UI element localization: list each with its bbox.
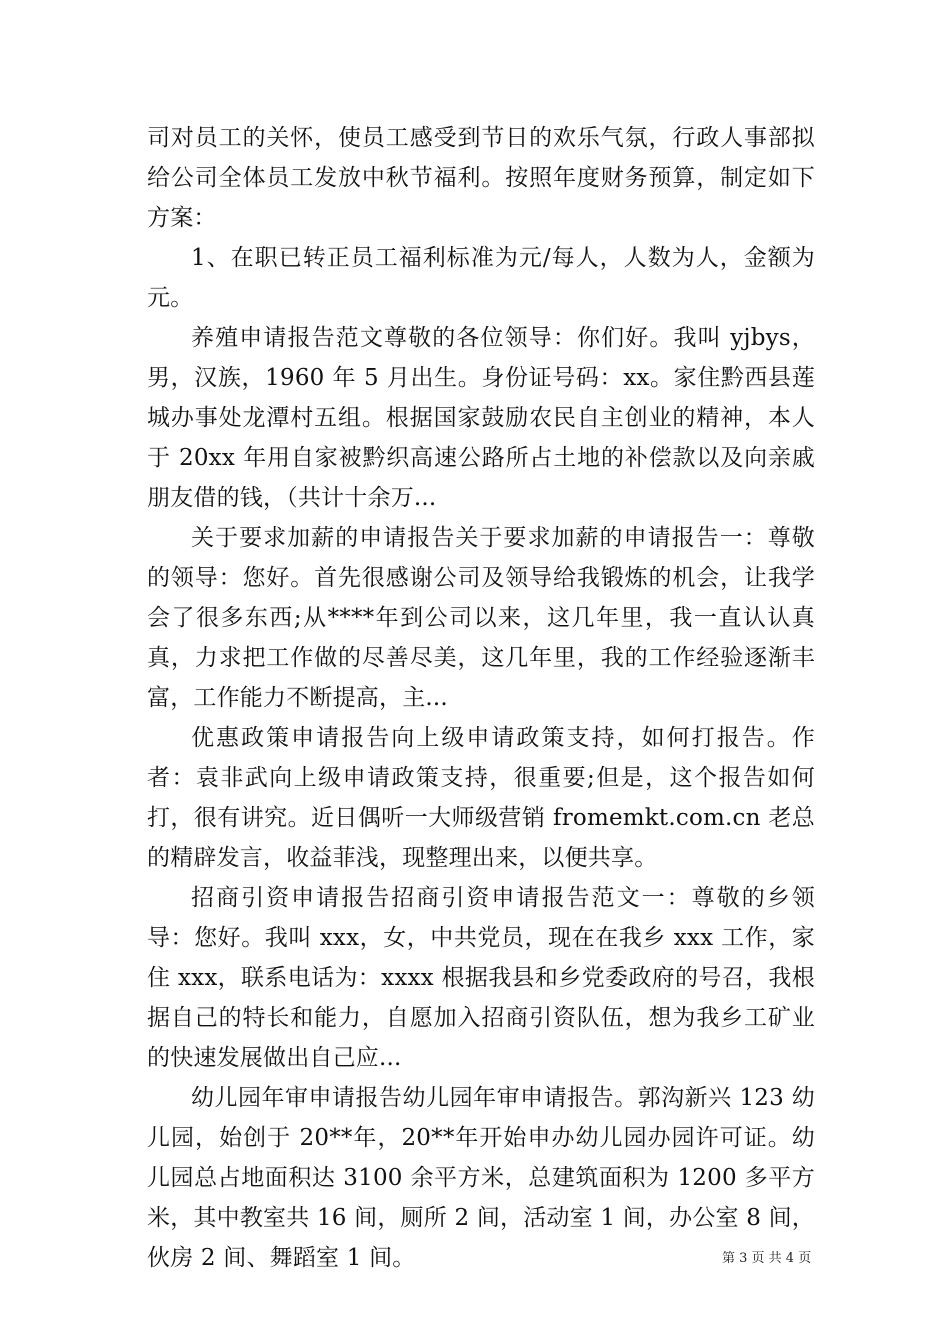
paragraph-kindergarten-report: 幼儿园年审申请报告幼儿园年审申请报告。郭沟新兴 123 幼儿园，始创于 20**年，20**年开始申办幼儿园办园许可证。幼儿园总占地面积达 3100 余平方米，总建筑面积为 1200 多平方米，其中教室共 16 间，厕所 2 间，活动室 1 间，办公室 8 间，伙房 2 间、舞蹈室 1 间。 — [147, 1085, 815, 1271]
paragraph-policy-report: 优惠政策申请报告向上级申请政策支持，如何打报告。作者：袁非武向上级申请政策支持，很重要;但是，这个报告如何打，很有讲究。近日偶听一大师级营销 fromemkt.com.cn 老总的精辟发言，收益菲浅，现整理出来，以便共享。 — [147, 725, 815, 871]
paragraph-welfare-intro: 司对员工的关怀，使员工感受到节日的欢乐气氛，行政人事部拟给公司全体员工发放中秋节福利。按照年度财务预算，制定如下方案： — [147, 125, 815, 231]
paragraph-investment-report: 招商引资申请报告招商引资申请报告范文一：尊敬的乡领导：您好。我叫 xxx，女，中共党员，现在在我乡 xxx 工作，家住 xxx，联系电话为：xxxx 根据我县和乡党委政府的号召，我根据自己的特长和能力，自愿加入招商引资队伍，想为我乡工矿业的快速发展做出自己应... — [147, 885, 815, 1071]
document-body — [147, 118, 815, 1278]
paragraph-welfare-standard: 1、在职已转正员工福利标准为元/每人，人数为人，金额为元。 — [147, 245, 815, 311]
paragraph-breeding-report: 养殖申请报告范文尊敬的各位领导：你们好。我叫 yjbys，男，汉族，1960 年 5 月出生。身份证号码：xx。家住黔西县莲城办事处龙潭村五组。根据国家鼓励农民自主创业的精神，本人于 20xx 年用自家被黔织高速公路所占土地的补偿款以及向亲戚朋友借的钱，（共计十余万... — [147, 325, 815, 511]
paragraph-raise-request: 关于要求加薪的申请报告关于要求加薪的申请报告一：尊敬的领导：您好。首先很感谢公司及领导给我锻炼的机会，让我学会了很多东西;从****年到公司以来，这几年里，我一直认认真真，力求把工作做的尽善尽美，这几年里，我的工作经验逐渐丰富，工作能力不断提高，主... — [147, 525, 815, 711]
page-number: 第 3 页 共 4 页 — [722, 1251, 812, 1266]
